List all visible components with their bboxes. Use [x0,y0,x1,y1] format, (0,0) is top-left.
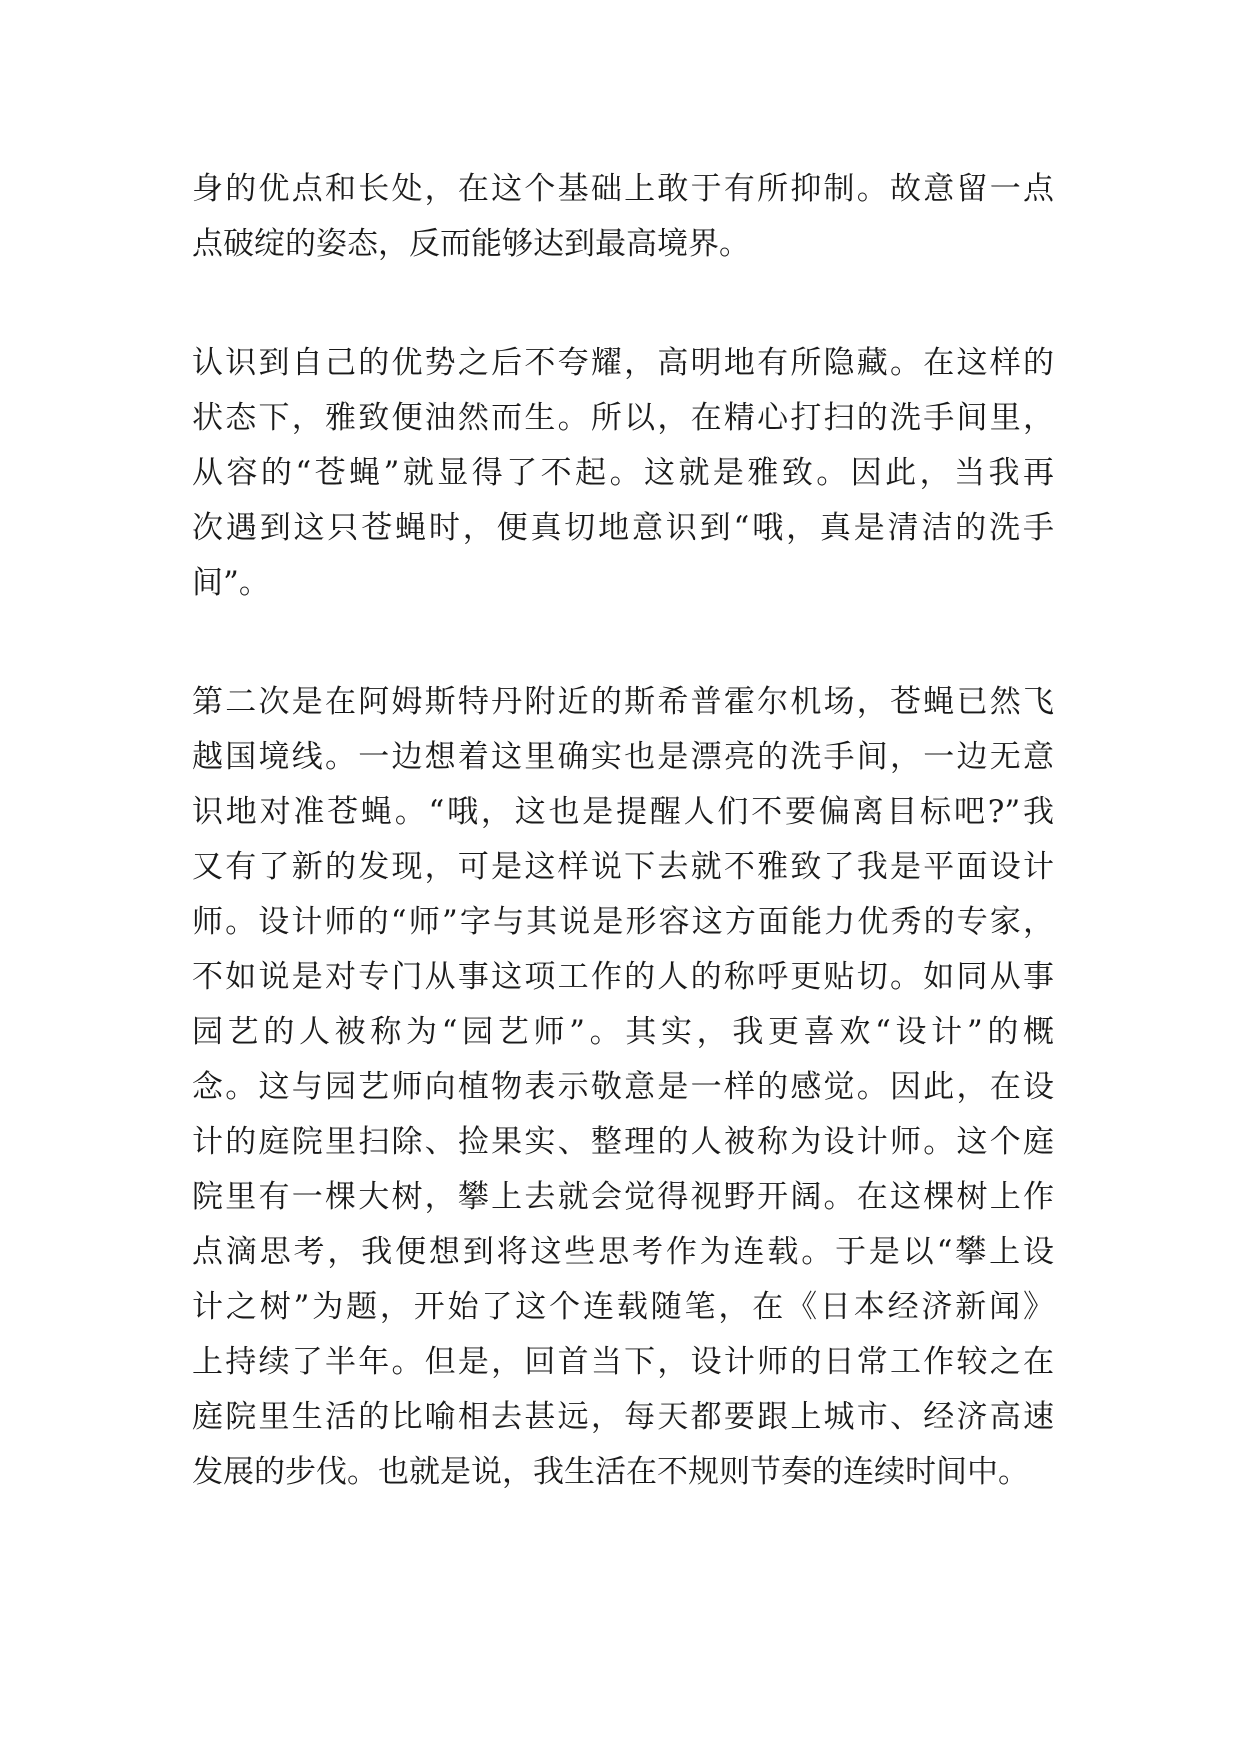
text-line: 不如说是对专门从事这项工作的人的称呼更贴切。如同从事 [192,959,1054,995]
text-line: 师。设计师的“师”字与其说是形容这方面能力优秀的专家， [192,904,1054,940]
text-line: 第二次是在阿姆斯特丹附近的斯希普霍尔机场，苍蝇已然飞 [192,684,1054,720]
text-line: 园艺的人被称为“园艺师”。其实，我更喜欢“设计”的概 [192,1014,1054,1050]
text-line: 从容的“苍蝇”就显得了不起。这就是雅致。因此，当我再 [192,455,1054,491]
text-line: 计的庭院里扫除、捡果实、整理的人被称为设计师。这个庭 [192,1124,1054,1160]
paragraph-3 [192,675,1054,1500]
text-line: 识地对准苍蝇。“哦，这也是提醒人们不要偏离目标吧?”我 [192,794,1054,830]
text-line: 点破绽的姿态，反而能够达到最高境界。 [192,226,750,262]
text-line: 发展的步伐。也就是说，我生活在不规则节奏的连续时间中。 [192,1454,1029,1490]
text-line: 上持续了半年。但是，回首当下，设计师的日常工作较之在 [192,1344,1054,1380]
paragraph-1 [192,162,1054,272]
text-line: 间”。 [192,565,270,601]
text-line: 次遇到这只苍蝇时，便真切地意识到“哦，真是清洁的洗手 [192,510,1054,546]
text-line: 状态下，雅致便油然而生。所以，在精心打扫的洗手间里， [192,400,1054,436]
text-line: 点滴思考，我便想到将这些思考作为连载。于是以“攀上设 [192,1234,1054,1270]
text-line: 认识到自己的优势之后不夸耀，高明地有所隐藏。在这样的 [192,345,1054,381]
text-line: 越国境线。一边想着这里确实也是漂亮的洗手间，一边无意 [192,739,1054,775]
text-line: 庭院里生活的比喻相去甚远，每天都要跟上城市、经济高速 [192,1399,1054,1435]
text-line: 院里有一棵大树，攀上去就会觉得视野开阔。在这棵树上作 [192,1179,1054,1215]
text-line: 身的优点和长处，在这个基础上敢于有所抑制。故意留一点 [192,171,1054,207]
text-line: 计之树”为题，开始了这个连载随笔，在《日本经济新闻》 [192,1289,1054,1325]
text-line: 念。这与园艺师向植物表示敬意是一样的感觉。因此，在设 [192,1069,1054,1105]
paragraph-2 [192,336,1054,611]
text-line: 又有了新的发现，可是这样说下去就不雅致了我是平面设计 [192,849,1054,885]
